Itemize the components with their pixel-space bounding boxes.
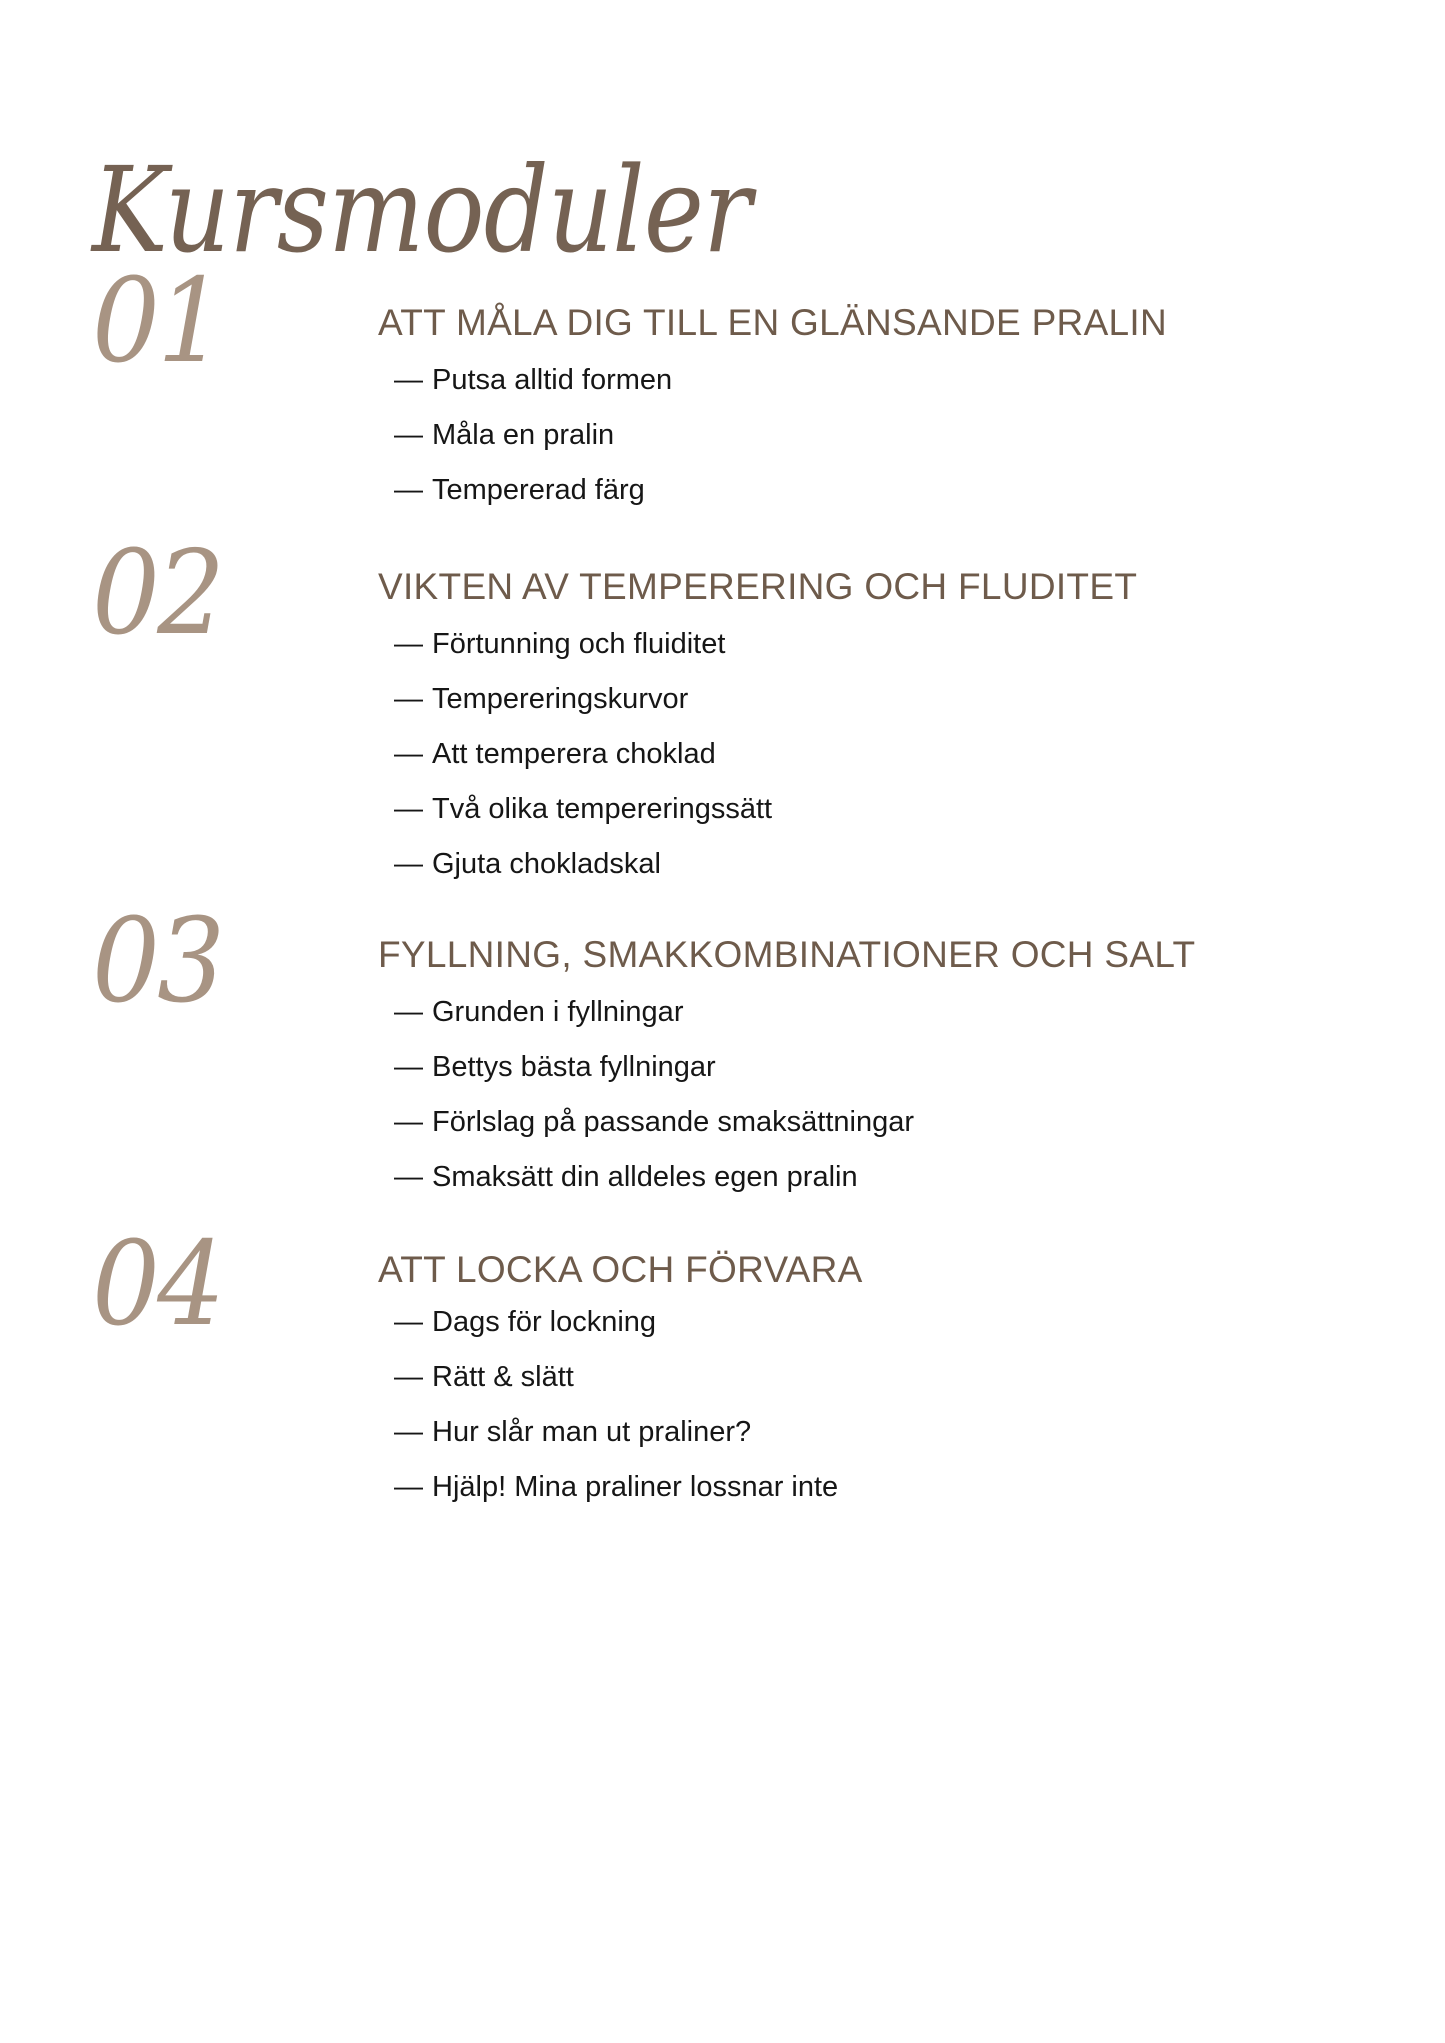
module-body [378,300,1445,518]
list-item-label: Måla en pralin [432,419,615,452]
list-item-label: Förtunning och fluiditet [432,628,726,661]
module-body [378,1247,1445,1514]
module-number: 04 [92,1217,223,1353]
list-item-label: Rätt & slätt [432,1360,574,1393]
list-item [394,1405,1445,1460]
em-dash-icon: — [394,793,423,826]
list-item-label: Smaksätt din alldeles egen pralin [432,1161,858,1194]
list-item [394,837,1445,892]
list-item-label: Att temperera choklad [432,738,716,771]
module-04 [0,1217,1445,1514]
em-dash-icon: — [394,996,423,1029]
list-item [394,463,1445,518]
list-item-label: Bettys bästa fyllningar [432,1051,716,1084]
module-bullet-list [378,1295,1445,1515]
module-heading: VIKTEN AV TEMPERERING OCH FLUDITET [378,566,1138,608]
list-item-label: Tempereringskurvor [432,683,689,716]
module-01 [0,254,1445,518]
module-heading: FYLLNING, SMAKKOMBINATIONER OCH SALT [378,934,1196,976]
list-item-label: Hur slår man ut praliner? [432,1415,752,1448]
module-body [378,932,1445,1205]
list-item-label: Grunden i fyllningar [432,996,684,1029]
list-item [394,1095,1445,1150]
em-dash-icon: — [394,1051,423,1084]
em-dash-icon: — [394,364,423,397]
module-03 [0,894,1445,1205]
em-dash-icon: — [394,474,423,507]
module-heading: ATT LOCKA OCH FÖRVARA [378,1249,863,1291]
list-item [394,1295,1445,1350]
page-title: Kursmoduler [92,141,751,280]
module-bullet-list [378,617,1445,892]
em-dash-icon: — [394,628,423,661]
module-number: 03 [92,894,223,1030]
list-item [394,353,1445,408]
module-bullet-list [378,985,1445,1205]
list-item [394,1040,1445,1095]
list-item-label: Gjuta chokladskal [432,848,661,881]
list-item-label: Hjälp! Mina praliner lossnar inte [432,1470,839,1503]
modules-list [0,254,1445,1515]
list-item-label: Dags för lockning [432,1305,657,1338]
module-number: 01 [92,254,223,389]
list-item-label: Två olika tempereringssätt [432,793,773,826]
em-dash-icon: — [394,738,423,771]
em-dash-icon: — [394,1305,423,1338]
module-heading: ATT MÅLA DIG TILL EN GLÄNSANDE PRALIN [378,302,1168,343]
list-item [394,727,1445,782]
em-dash-icon: — [394,1470,423,1503]
list-item [394,672,1445,727]
em-dash-icon: — [394,1161,423,1194]
em-dash-icon: — [394,419,423,452]
list-item [394,1460,1445,1515]
module-bullet-list [378,353,1445,518]
list-item [394,1350,1445,1405]
list-item-label: Förlslag på passande smaksättningar [432,1106,914,1139]
em-dash-icon: — [394,1106,423,1139]
module-body [378,564,1445,892]
em-dash-icon: — [394,1415,423,1448]
list-item [394,617,1445,672]
list-item [394,985,1445,1040]
list-item [394,782,1445,837]
list-item [394,408,1445,463]
em-dash-icon: — [394,848,423,881]
em-dash-icon: — [394,1360,423,1393]
list-item [394,1150,1445,1205]
list-item-label: Putsa alltid formen [432,364,673,397]
module-number: 02 [92,526,223,662]
list-item-label: Tempererad färg [432,474,645,507]
em-dash-icon: — [394,683,423,716]
module-02 [0,526,1445,892]
